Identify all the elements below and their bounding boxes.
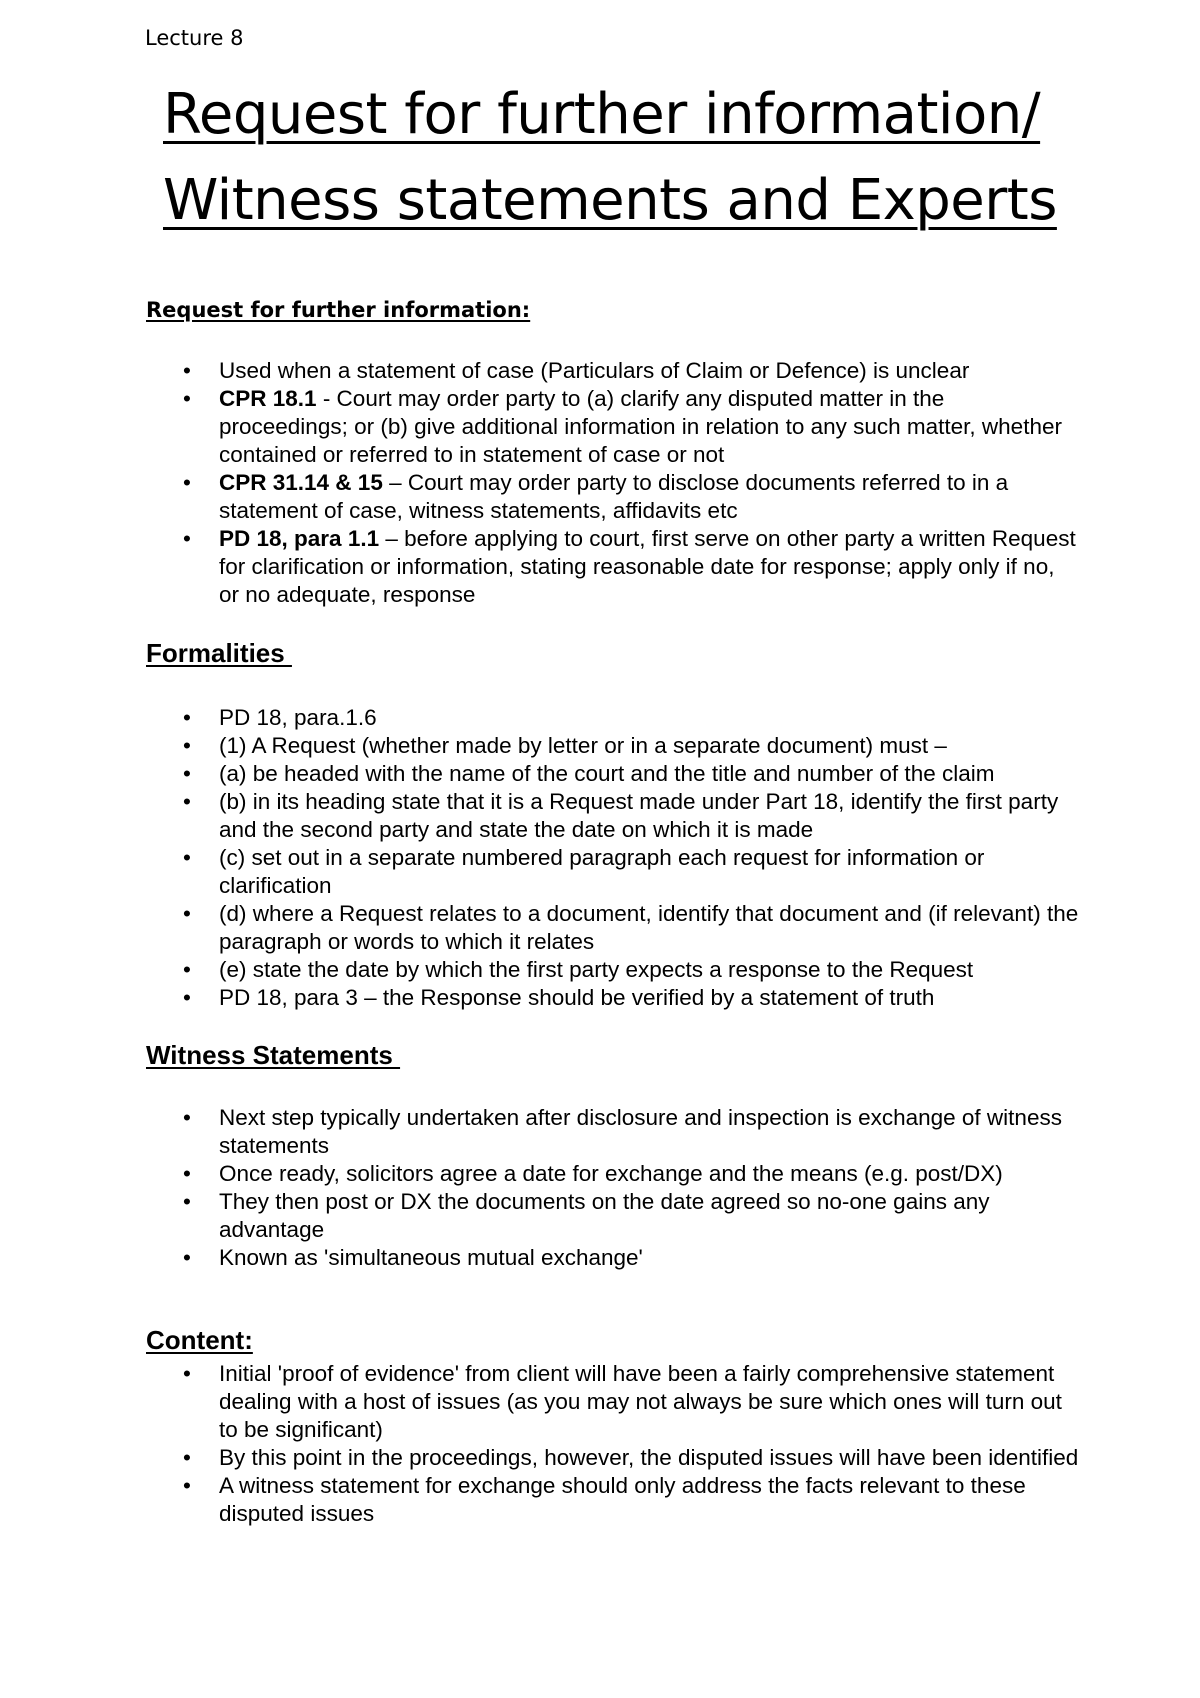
list-item-text: (b) in its heading state that it is a Request made under Part 18, identify the first party and the second party and state the date on which it is made — [219, 789, 1059, 842]
content-section-heading: Content: — [146, 1325, 253, 1355]
list-item-text: – before applying to court, first serve on other party a written Request for clarification or information, stating reasonable date for response; apply only if no, or no adequate, response — [219, 526, 1076, 607]
list-item — [0, 1472, 1079, 1528]
list-item-text: PD 18, para.1.6 — [219, 705, 377, 730]
list-item — [0, 956, 1079, 984]
list-item-text: (a) be headed with the name of the court and the title and number of the claim — [219, 761, 995, 786]
bullet-marker: • — [183, 386, 191, 411]
rule-reference: CPR 31.14 & 15 — [219, 470, 383, 495]
list-item — [0, 1444, 1079, 1472]
bullet-marker: • — [183, 901, 191, 926]
rule-reference: PD 18, para 1.1 — [219, 526, 380, 551]
list-item-text: Known as 'simultaneous mutual exchange' — [219, 1245, 643, 1270]
list-item-text: – Court may order party to disclose documents referred to in a statement of case, witness statements, affidavits etc — [219, 470, 1009, 523]
list-item — [0, 357, 1079, 385]
list-item-text: PD 18, para 3 – the Response should be verified by a statement of truth — [219, 985, 935, 1010]
document-title — [163, 72, 1163, 244]
list-item — [0, 788, 1079, 844]
list-item-text: (1) A Request (whether made by letter or in a separate document) must – — [219, 733, 947, 758]
bullet-marker: • — [183, 1445, 191, 1470]
bullet-marker: • — [183, 1189, 191, 1214]
list-item — [0, 704, 1079, 732]
bullet-marker: • — [183, 761, 191, 786]
bullet-marker: • — [183, 1161, 191, 1186]
witness-bullet-list — [0, 1104, 1080, 1272]
bullet-marker: • — [183, 1361, 191, 1386]
witness-section-heading: Witness Statements — [146, 1040, 401, 1070]
bullet-marker: • — [183, 957, 191, 982]
bullet-marker: • — [183, 1105, 191, 1130]
title-line-1: Request for further information/ — [163, 82, 1041, 147]
list-item — [0, 732, 1079, 760]
list-item — [0, 984, 1079, 1012]
bullet-marker: • — [183, 733, 191, 758]
list-item-text: A witness statement for exchange should only address the facts relevant to these disputed issues — [219, 1473, 1026, 1526]
list-item-text: Next step typically undertaken after disclosure and inspection is exchange of witness statements — [219, 1105, 1062, 1158]
bullet-marker: • — [183, 1245, 191, 1270]
rule-reference: CPR 18.1 — [219, 386, 317, 411]
list-item — [0, 1104, 1079, 1160]
list-item — [0, 525, 1079, 609]
bullet-marker: • — [183, 470, 191, 495]
list-item-text: (c) set out in a separate numbered paragraph each request for information or clarification — [219, 845, 985, 898]
list-item — [0, 1188, 1079, 1244]
bullet-marker: • — [183, 705, 191, 730]
lecture-label: Lecture 8 — [145, 26, 244, 50]
list-item-text: (e) state the date by which the first party expects a response to the Request — [219, 957, 974, 982]
title-line-2: Witness statements and Experts — [163, 168, 1057, 233]
list-item-text: Used when a statement of case (Particulars of Claim or Defence) is unclear — [219, 358, 970, 383]
list-item — [0, 469, 1079, 525]
list-item — [0, 385, 1079, 469]
request-section-heading: Request for further information: — [146, 298, 531, 322]
list-item-text: Once ready, solicitors agree a date for exchange and the means (e.g. post/DX) — [219, 1161, 1003, 1186]
list-item — [0, 760, 1079, 788]
list-item-text: - Court may order party to (a) clarify any disputed matter in the proceedings; or (b) give additional information in relation to any such matter, whether contained or referred to in statement of case or not — [219, 386, 1062, 467]
list-item-text: Initial 'proof of evidence' from client will have been a fairly comprehensive statement dealing with a host of issues (as you may not always be sure which ones will turn out to be significant) — [219, 1361, 1062, 1442]
bullet-marker: • — [183, 526, 191, 551]
list-item-text: They then post or DX the documents on the date agreed so no-one gains any advantage — [219, 1189, 990, 1242]
list-item — [0, 1244, 1079, 1272]
bullet-marker: • — [183, 985, 191, 1010]
formalities-bullet-list — [0, 704, 1080, 1012]
list-item-text: By this point in the proceedings, however, the disputed issues will have been identified — [219, 1445, 1079, 1470]
content-bullet-list — [0, 1360, 1080, 1528]
list-item — [0, 900, 1079, 956]
list-item — [0, 844, 1079, 900]
bullet-marker: • — [183, 789, 191, 814]
list-item-text: (d) where a Request relates to a document, identify that document and (if relevant) the paragraph or words to which it relates — [219, 901, 1079, 954]
bullet-marker: • — [183, 845, 191, 870]
request-bullet-list — [0, 357, 1080, 609]
bullet-marker: • — [183, 1473, 191, 1498]
bullet-marker: • — [183, 358, 191, 383]
formalities-section-heading: Formalities — [146, 638, 292, 668]
list-item — [0, 1360, 1079, 1444]
list-item — [0, 1160, 1079, 1188]
